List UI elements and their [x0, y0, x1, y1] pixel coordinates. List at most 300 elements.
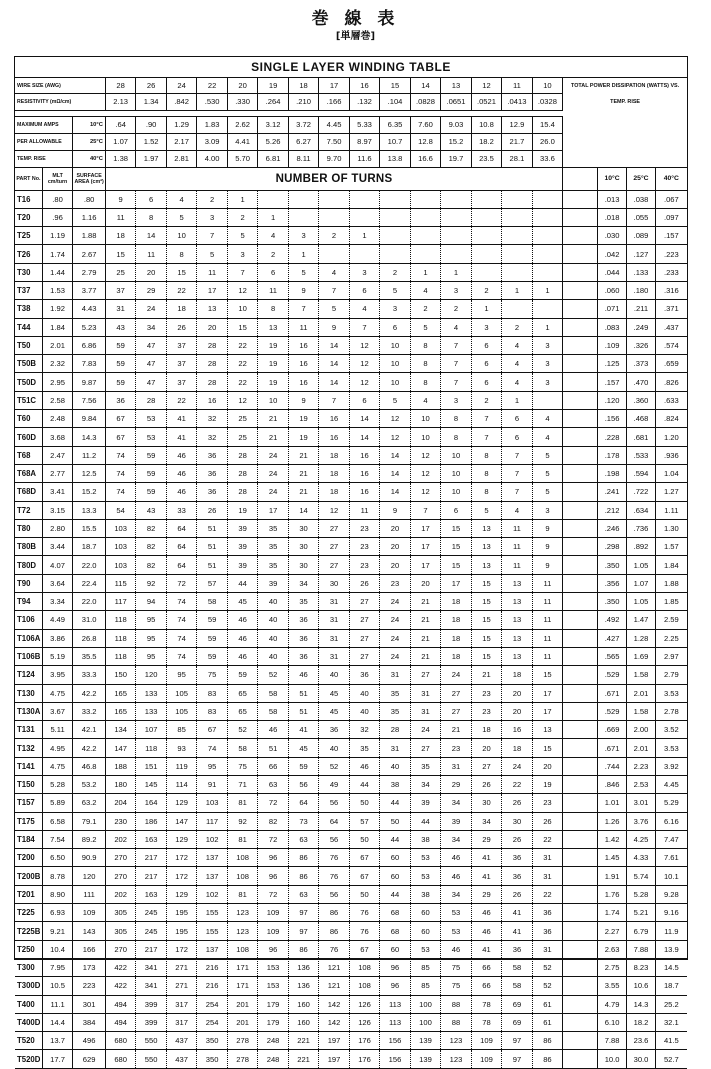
- row-blank: [563, 227, 598, 245]
- turns-cell: 30: [502, 812, 532, 830]
- watts-cell: 11.9: [655, 922, 687, 940]
- turns-cell: 44: [380, 830, 410, 848]
- mlt-cell: 4.07: [42, 556, 72, 574]
- turns-cell: 155: [197, 904, 227, 922]
- watts-cell: 2.01: [627, 739, 655, 757]
- turns-cell: [502, 227, 532, 245]
- turns-cell: 9: [105, 190, 135, 208]
- turns-cell: [380, 208, 410, 226]
- turns-cell: 83: [197, 684, 227, 702]
- part-number: T520D: [15, 1050, 42, 1068]
- turns-cell: 53: [410, 940, 440, 958]
- watts-cell: .744: [597, 757, 626, 775]
- table-row: [15, 666, 687, 684]
- resistivity-cell: .530: [197, 94, 227, 110]
- turns-cell: 113: [380, 995, 410, 1013]
- turns-cell: 172: [166, 940, 196, 958]
- turns-cell: 59: [197, 629, 227, 647]
- part-number: T50D: [15, 373, 42, 391]
- turns-cell: 38: [410, 885, 440, 903]
- row-blank: [563, 684, 598, 702]
- current-cell: 5.26: [258, 133, 288, 150]
- current-cell: 6.81: [258, 150, 288, 167]
- watts-cell: 1.42: [597, 830, 626, 848]
- turns-cell: 7: [227, 263, 257, 281]
- turns-cell: 46: [441, 940, 471, 958]
- resistivity-cell: .0651: [441, 94, 471, 110]
- watts-cell: .042: [597, 245, 626, 263]
- turns-cell: 64: [319, 812, 349, 830]
- turns-cell: 1: [441, 263, 471, 281]
- turns-cell: 78: [471, 995, 501, 1013]
- turns-cell: 72: [258, 830, 288, 848]
- turns-cell: 45: [319, 702, 349, 720]
- turns-cell: 69: [502, 995, 532, 1013]
- turns-cell: 3: [227, 245, 257, 263]
- turns-cell: 16: [349, 464, 379, 482]
- turns-cell: 121: [319, 958, 349, 976]
- wire-size-cell: 10: [532, 78, 562, 94]
- watts-cell: 1.30: [655, 519, 687, 537]
- area-cell: 79.1: [73, 812, 106, 830]
- area-cell: 26.8: [73, 629, 106, 647]
- turns-cell: 1: [227, 190, 257, 208]
- row-blank: [563, 904, 598, 922]
- turns-cell: 6: [471, 336, 501, 354]
- current-cell: 1.52: [136, 133, 166, 150]
- part-number: T300D: [15, 977, 42, 995]
- mlt-cell: 3.95: [42, 666, 72, 684]
- wire-size-cell: 13: [441, 78, 471, 94]
- row-blank: [563, 336, 598, 354]
- turns-cell: 56: [319, 885, 349, 903]
- turns-cell: 3: [471, 318, 501, 336]
- turns-cell: 18: [441, 629, 471, 647]
- turns-cell: 86: [532, 1050, 562, 1068]
- turns-cell: 35: [258, 556, 288, 574]
- turns-cell: 82: [136, 538, 166, 556]
- watts-cell: .013: [597, 190, 626, 208]
- turns-cell: 28: [227, 483, 257, 501]
- turns-cell: [380, 227, 410, 245]
- turns-cell: 41: [166, 428, 196, 446]
- turns-cell: 109: [258, 904, 288, 922]
- turns-cell: 36: [532, 922, 562, 940]
- turns-cell: 179: [258, 1013, 288, 1031]
- turns-cell: 59: [227, 666, 257, 684]
- turns-cell: 88: [441, 995, 471, 1013]
- mlt-cell: 2.58: [42, 391, 72, 409]
- turns-cell: 114: [166, 776, 196, 794]
- watts-cell: .228: [597, 428, 626, 446]
- mlt-cell: 10.5: [42, 977, 72, 995]
- turns-cell: 36: [532, 904, 562, 922]
- turns-cell: 31: [410, 684, 440, 702]
- turns-cell: 2: [410, 300, 440, 318]
- turns-cell: 9: [532, 556, 562, 574]
- mlt-cell: 1.53: [42, 281, 72, 299]
- turns-cell: 75: [227, 757, 257, 775]
- turns-cell: 27: [410, 739, 440, 757]
- turns-cell: 117: [105, 593, 135, 611]
- table-row: [15, 958, 687, 976]
- turns-cell: 12: [227, 281, 257, 299]
- area-cell: 4.43: [73, 300, 106, 318]
- turns-cell: 86: [288, 940, 318, 958]
- turns-cell: 37: [166, 373, 196, 391]
- wire-size-cell: 19: [258, 78, 288, 94]
- watts-cell: 1.20: [655, 428, 687, 446]
- watts-cell: .350: [597, 556, 626, 574]
- turns-cell: [532, 245, 562, 263]
- turns-cell: 109: [471, 1050, 501, 1068]
- table-row: [15, 739, 687, 757]
- turns-cell: 39: [227, 556, 257, 574]
- wire-size-cell: 11: [502, 78, 532, 94]
- turns-cell: 65: [227, 684, 257, 702]
- turns-cell: 163: [136, 830, 166, 848]
- turns-cell: 123: [227, 922, 257, 940]
- wire-size-cell: 17: [319, 78, 349, 94]
- turns-cell: 46: [166, 446, 196, 464]
- turns-cell: 22: [166, 391, 196, 409]
- watts-cell: 1.11: [655, 501, 687, 519]
- turns-cell: [532, 300, 562, 318]
- turns-cell: 17: [197, 281, 227, 299]
- row-blank: [563, 428, 598, 446]
- power-dissipation-note: TOTAL POWER DISSIPATION (WATTS) VS. TEMP. RISE: [563, 78, 687, 110]
- watts-cell: .030: [597, 227, 626, 245]
- turns-cell: 5: [319, 300, 349, 318]
- turns-cell: 4: [349, 300, 379, 318]
- turns-cell: 134: [105, 721, 135, 739]
- turns-cell: 17: [258, 501, 288, 519]
- turns-cell: 52: [227, 721, 257, 739]
- turns-cell: 88: [441, 1013, 471, 1031]
- wire-size-cell: 22: [197, 78, 227, 94]
- turns-cell: [532, 227, 562, 245]
- turns-cell: 54: [105, 501, 135, 519]
- table-row: [15, 281, 687, 299]
- turns-cell: 137: [197, 867, 227, 885]
- turns-cell: 550: [136, 1050, 166, 1068]
- turns-cell: 107: [136, 721, 166, 739]
- turns-cell: 123: [227, 904, 257, 922]
- current-cell: 23.5: [471, 150, 501, 167]
- turns-cell: 2: [227, 208, 257, 226]
- turns-cell: 11: [136, 245, 166, 263]
- turns-cell: 51: [288, 702, 318, 720]
- turns-cell: 1: [288, 245, 318, 263]
- area-cell: 3.77: [73, 281, 106, 299]
- row-blank: [563, 776, 598, 794]
- area-cell: 31.0: [73, 611, 106, 629]
- watts-cell: 3.52: [655, 721, 687, 739]
- row-blank: [563, 519, 598, 537]
- wire-size-cell: 18: [288, 78, 318, 94]
- turns-cell: 21: [410, 611, 440, 629]
- turns-cell: 52: [532, 958, 562, 976]
- turns-cell: 36: [349, 666, 379, 684]
- watts-cell: .824: [655, 410, 687, 428]
- turns-cell: 36: [288, 647, 318, 665]
- row-blank: [563, 300, 598, 318]
- watts-cell: .018: [597, 208, 626, 226]
- mlt-cell: 4.75: [42, 757, 72, 775]
- turns-header: NUMBER OF TURNS: [105, 167, 562, 190]
- turns-cell: 113: [380, 1013, 410, 1031]
- turns-cell: 271: [166, 958, 196, 976]
- current-cell: 1.97: [136, 150, 166, 167]
- watts-cell: .083: [597, 318, 626, 336]
- mlt-cell: .96: [42, 208, 72, 226]
- area-cell: 15.5: [73, 519, 106, 537]
- turns-cell: 176: [349, 1050, 379, 1068]
- turns-cell: 5: [532, 446, 562, 464]
- turns-cell: 41: [471, 867, 501, 885]
- turns-cell: 95: [197, 757, 227, 775]
- row-blank: [563, 958, 598, 976]
- current-cell: 3.72: [288, 116, 318, 133]
- turns-cell: 165: [105, 702, 135, 720]
- turns-cell: 16: [319, 428, 349, 446]
- turns-cell: 45: [288, 739, 318, 757]
- turns-cell: 10: [380, 355, 410, 373]
- turns-cell: 68: [380, 904, 410, 922]
- watts-cell: 1.28: [627, 629, 655, 647]
- turns-cell: 35: [380, 684, 410, 702]
- turns-cell: 72: [166, 574, 196, 592]
- turns-cell: 4: [410, 391, 440, 409]
- turns-cell: 17: [532, 684, 562, 702]
- turns-cell: 437: [166, 1050, 196, 1068]
- turns-cell: 2: [502, 318, 532, 336]
- part-number: T90: [15, 574, 42, 592]
- watts-cell: 2.00: [627, 721, 655, 739]
- turns-cell: 12: [319, 501, 349, 519]
- turns-cell: 37: [166, 355, 196, 373]
- table-row: [15, 464, 687, 482]
- turns-cell: 2: [471, 391, 501, 409]
- watts-cell: .067: [655, 190, 687, 208]
- turns-cell: 67: [349, 940, 379, 958]
- mlt-cell: 3.41: [42, 483, 72, 501]
- watts-cell: 1.01: [597, 794, 626, 812]
- watts-cell: 1.27: [655, 483, 687, 501]
- turns-cell: 61: [532, 1013, 562, 1031]
- turns-cell: 59: [105, 373, 135, 391]
- turns-cell: 7: [410, 501, 440, 519]
- watts-cell: 2.78: [655, 702, 687, 720]
- turns-cell: 171: [227, 977, 257, 995]
- turns-cell: 58: [197, 593, 227, 611]
- turns-cell: 59: [105, 355, 135, 373]
- watts-cell: .671: [597, 684, 626, 702]
- turns-cell: 64: [166, 519, 196, 537]
- table-row: [15, 336, 687, 354]
- turns-cell: [532, 263, 562, 281]
- turns-cell: 399: [136, 995, 166, 1013]
- watts-cell: 52.7: [655, 1050, 687, 1068]
- area-cell: 42.2: [73, 684, 106, 702]
- area-cell: .80: [73, 190, 106, 208]
- turns-cell: 171: [227, 958, 257, 976]
- wire-size-cell: 14: [410, 78, 440, 94]
- table-row: [15, 904, 687, 922]
- turns-cell: 56: [288, 776, 318, 794]
- turns-cell: 15: [471, 593, 501, 611]
- turns-cell: 18: [319, 446, 349, 464]
- watts-cell: .371: [655, 300, 687, 318]
- turns-cell: 27: [349, 629, 379, 647]
- turns-cell: 422: [105, 977, 135, 995]
- mlt-cell: 4.49: [42, 611, 72, 629]
- turns-cell: 56: [319, 830, 349, 848]
- turns-cell: 10: [380, 373, 410, 391]
- area-cell: 42.1: [73, 721, 106, 739]
- watts-cell: 1.47: [627, 611, 655, 629]
- area-cell: 22.0: [73, 556, 106, 574]
- wire-size-cell: 12: [471, 78, 501, 94]
- table-row: [15, 300, 687, 318]
- current-cell: 15.4: [532, 116, 562, 133]
- watts-cell: 1.69: [627, 647, 655, 665]
- turns-cell: 35: [258, 538, 288, 556]
- watts-cell: 10.0: [597, 1050, 626, 1068]
- turns-cell: 96: [380, 958, 410, 976]
- turns-cell: 108: [227, 867, 257, 885]
- wire-size-row: [15, 78, 687, 94]
- resistivity-cell: .842: [166, 94, 196, 110]
- current-cell: 16.6: [410, 150, 440, 167]
- turns-cell: 13: [502, 647, 532, 665]
- table-row: [15, 721, 687, 739]
- turns-cell: 27: [349, 611, 379, 629]
- part-number: T80D: [15, 556, 42, 574]
- part-number: T106A: [15, 629, 42, 647]
- mlt-cell: 2.80: [42, 519, 72, 537]
- turns-cell: 50: [380, 812, 410, 830]
- turns-cell: 96: [258, 849, 288, 867]
- turns-cell: 59: [105, 336, 135, 354]
- turns-cell: 270: [105, 849, 135, 867]
- turns-cell: 117: [197, 812, 227, 830]
- turns-cell: 18: [471, 721, 501, 739]
- turns-cell: [502, 190, 532, 208]
- table-row: [15, 593, 687, 611]
- turns-cell: 21: [471, 666, 501, 684]
- current-cell: 1.83: [197, 116, 227, 133]
- turns-cell: 27: [471, 757, 501, 775]
- watts-cell: .565: [597, 647, 626, 665]
- turns-cell: 278: [227, 1032, 257, 1050]
- part-number: T68A: [15, 464, 42, 482]
- turns-cell: 85: [410, 977, 440, 995]
- turns-cell: 156: [380, 1032, 410, 1050]
- current-cell: 33.6: [532, 150, 562, 167]
- turns-cell: 91: [197, 776, 227, 794]
- turns-cell: 23: [349, 556, 379, 574]
- turns-cell: 9: [319, 318, 349, 336]
- current-cell: 12.8: [410, 133, 440, 150]
- turns-cell: 31: [105, 300, 135, 318]
- turns-cell: 4: [319, 263, 349, 281]
- turns-cell: 41: [502, 922, 532, 940]
- turns-cell: 13: [502, 629, 532, 647]
- turns-cell: 18: [319, 483, 349, 501]
- turns-cell: 86: [319, 922, 349, 940]
- turns-cell: 46: [441, 849, 471, 867]
- watts-cell: .373: [627, 355, 655, 373]
- turns-cell: 31: [380, 739, 410, 757]
- turns-cell: 19: [227, 501, 257, 519]
- part-number: T94: [15, 593, 42, 611]
- turns-cell: 254: [197, 995, 227, 1013]
- turns-cell: 18: [105, 227, 135, 245]
- mlt-cell: 17.7: [42, 1050, 72, 1068]
- part-number: T44: [15, 318, 42, 336]
- turns-cell: [502, 208, 532, 226]
- table-row: [15, 702, 687, 720]
- turns-cell: 3: [380, 300, 410, 318]
- turns-cell: 41: [166, 410, 196, 428]
- current-cell: 4.41: [227, 133, 257, 150]
- turns-cell: 139: [410, 1032, 440, 1050]
- turns-cell: 81: [227, 794, 257, 812]
- turns-cell: 15: [471, 629, 501, 647]
- watts-cell: 1.05: [627, 593, 655, 611]
- current-cell: 18.2: [471, 133, 501, 150]
- watts-cell: .669: [597, 721, 626, 739]
- turns-cell: 245: [136, 922, 166, 940]
- watts-cell: .298: [597, 538, 626, 556]
- turns-cell: 20: [197, 318, 227, 336]
- mlt-cell: 1.74: [42, 245, 72, 263]
- turns-cell: 3: [349, 263, 379, 281]
- turns-cell: 63: [258, 776, 288, 794]
- watts-cell: .427: [597, 629, 626, 647]
- table-row: [15, 1050, 687, 1068]
- turns-cell: 24: [380, 647, 410, 665]
- watts-cell: 9.16: [655, 904, 687, 922]
- turns-cell: 24: [441, 666, 471, 684]
- turns-cell: 24: [380, 611, 410, 629]
- watts-cell: .241: [597, 483, 626, 501]
- area-cell: 22.4: [73, 574, 106, 592]
- turns-cell: 145: [136, 776, 166, 794]
- watts-cell: .360: [627, 391, 655, 409]
- table-row: [15, 684, 687, 702]
- watts-cell: .089: [627, 227, 655, 245]
- turns-cell: 1: [532, 318, 562, 336]
- turns-cell: 120: [136, 666, 166, 684]
- mlt-cell: 3.15: [42, 501, 72, 519]
- turns-cell: 50: [349, 830, 379, 848]
- turns-cell: 6: [502, 428, 532, 446]
- turns-cell: 32: [197, 428, 227, 446]
- turns-cell: 86: [288, 867, 318, 885]
- part-number: T184: [15, 830, 42, 848]
- turns-cell: 41: [502, 904, 532, 922]
- turns-cell: [471, 227, 501, 245]
- current-cell: 6.27: [288, 133, 318, 150]
- turns-cell: 28: [380, 721, 410, 739]
- turns-cell: 22: [502, 776, 532, 794]
- turns-cell: 10: [410, 428, 440, 446]
- watts-cell: .846: [597, 776, 626, 794]
- turns-cell: 26: [502, 885, 532, 903]
- watts-cell: .125: [597, 355, 626, 373]
